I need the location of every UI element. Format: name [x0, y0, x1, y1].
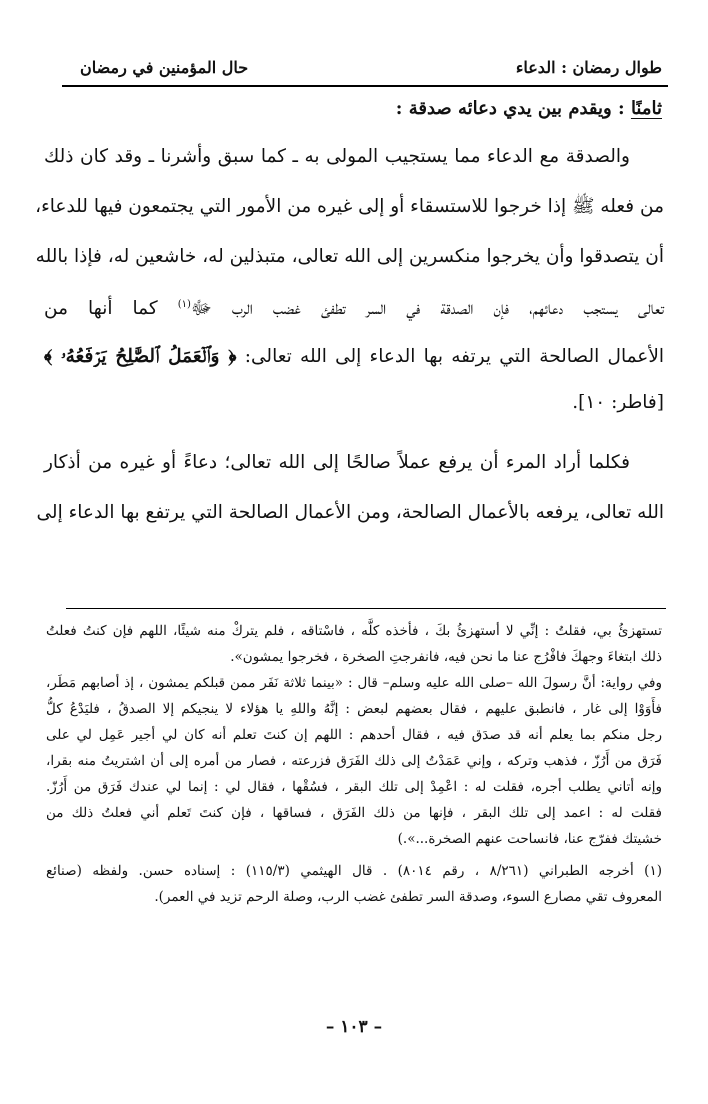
footnote-line: وفي رواية: أنَّ رسولَ الله –صلى الله عليه وسلم– قال : «بينما ثلاثة نَفَر ممن قبلكم يمشون ، إذ أصابهم مَطَر،	[46, 675, 662, 691]
text-line: أن يتصدقوا وأن يخرجوا منكسرين إلى الله تعالى، متبذلين له، خاشعين له، فإذا بالله	[35, 246, 664, 267]
footnote-1-line: (١) أخرجه الطبراني (٨/٢٦١ ، رقم ٨٠١٤) . قال الهيثمي (١١٥/٣) : إسناده حسن. ولفظه (صنائع	[46, 863, 662, 879]
footnote-line: ذلك ابتغاءَ وجهكَ فافْرُج عنا ما نحن فيه، فانفرجتِ الصخرة ، فخرجوا يمشون».	[230, 649, 662, 665]
section-heading	[396, 98, 662, 119]
paragraph-1	[35, 132, 665, 424]
footnote-line: تستهزئُ بي، فقلتُ : إنِّي لا أستهزئُ بكَ ، فأخذه كلَّه ، فاسْتاقه ، فلم يتركْ منه شيئًا، اللهم فإن كنتُ فعلتُ	[46, 623, 662, 639]
header-rule	[62, 85, 668, 87]
text-line	[44, 332, 664, 382]
footnote-line: فأَوَوْا إلى غار ، فانطبق عليهم ، فقال بعضهم لبعض : إنَّهُ واللهِ يا هؤلاء لا ينجيكم إلا الصدقُ ، فليَدْعُ كلُّ	[46, 701, 662, 717]
footnote-line: رجل منكم بما يعلم أنه قد صدَق فيه ، فقال أحدهم : اللهم إن كنتَ تعلم أنه كان لي أجير عَمِل لي على	[46, 727, 662, 743]
footnote-line: فَرَق من أَرُزّ ، فذهب وتركه ، وإني عَمَدْتُ إلى ذلك الفَرَق فزرعته ، فصار من أمره إلى أن اشتريتُ منه بقرا،	[46, 753, 662, 769]
text-segment: تعالى يستجب دعائهم، فإن الصدقة في السر تطفئ غضب الرب ﷻ	[190, 298, 664, 320]
paragraph-2	[36, 438, 664, 538]
text-line: من فعله ﷺ إذا خرجوا للاستسقاء أو إلى غيره من الأمور التي يجتمعون فيها للدعاء،	[35, 196, 664, 217]
footnote-line: وإنه أتاني يطلب أجره، فقلت له : اعْمِدْ إلى تلك البقر ، فسُقْها ، فقال لي : إنما لي عندك فَرَق من أَرُزّ.	[46, 779, 662, 795]
footnote-1-line: المعروف تقي مصارع السوء، وصدقة السر تطفئ غضب الرب، وصلة الرحم تزيد في العمر).	[154, 889, 662, 905]
footnote-line: خشيتك ففرّج عنا، فانساحت عنهم الصخرة...».)	[397, 831, 662, 847]
footnote-separator	[66, 608, 666, 609]
text-segment: الأعمال الصالحة التي يرتفه بها الدعاء إلى الله تعالى:	[244, 346, 665, 367]
text-line: فكلما أراد المرء أن يرفع عملاً صالحًا إلى الله تعالى؛ دعاءً أو غيره من أذكار	[44, 452, 630, 473]
running-header-chapter-title: حال المؤمنين في رمضان	[80, 58, 249, 77]
text-line: الله تعالى، يرفعه بالأعمال الصالحة، ومن الأعمال الصالحة التي يرتفع بها الدعاء إلى	[36, 502, 664, 523]
footnote-line: فقلت له : اعمد إلى تلك البقر ، فإنها من ذلك الفَرَق ، فساقها ، فإن كنتَ تَعلم أني فعلتُ ذلك من	[46, 805, 662, 821]
text-line	[44, 282, 664, 332]
verse-reference: [فاطر: ١٠].	[572, 392, 664, 413]
page-number: – ١٠٣ –	[325, 1017, 383, 1037]
text-segment: كما أنها من	[44, 298, 158, 320]
section-number: ثامنًا	[630, 98, 662, 119]
section-title: : ويقدم بين يدي دعائه صدقة :	[395, 98, 625, 119]
quran-verse: ﴿ وَٱلۡعَمَلُ ٱلصَّٰلِحُ يَرۡفَعُهُۥ ﴾	[44, 346, 237, 367]
footnote-marker: (١)	[177, 298, 191, 310]
text-line: والصدقة مع الدعاء مما يستجيب المولى به ـ كما سبق وأشرنا ـ وقد كان ذلك	[44, 146, 630, 167]
footnotes	[46, 618, 662, 910]
running-header-book-title: طوال رمضان : الدعاء	[515, 58, 662, 77]
text-line	[44, 382, 664, 424]
